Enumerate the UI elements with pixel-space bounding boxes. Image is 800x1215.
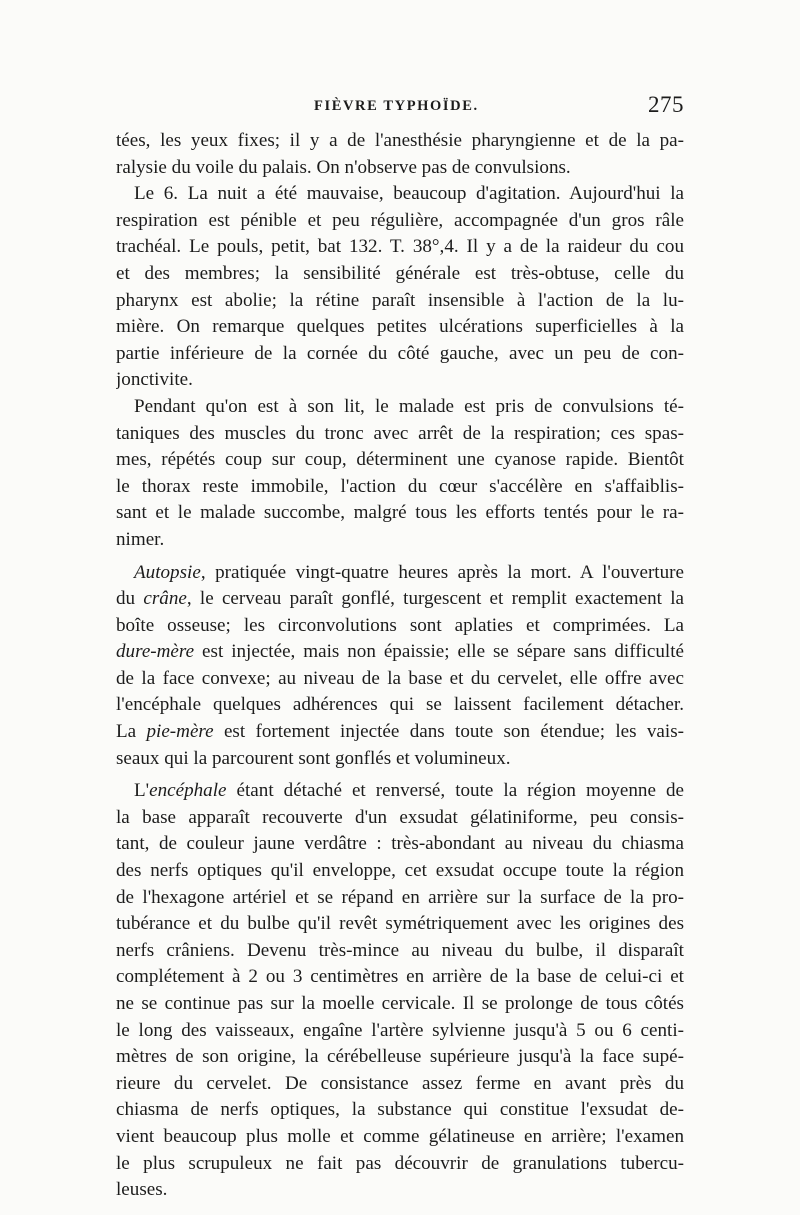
text-run: boîte osseuse; les circonvolutions sont aplaties et comprimées. La [116, 614, 684, 636]
text-run: du [116, 588, 144, 610]
text-run: est injectée, mais non épaissie; elle se sépare sans difficulté [194, 641, 684, 663]
text-run: nerfs crâniens. Devenu très-mince au niveau du bulbe, il disparaît [116, 939, 684, 961]
text-line [116, 527, 684, 554]
text-run: leuses. [116, 1179, 168, 1201]
text-line [116, 181, 684, 208]
text-line [116, 261, 684, 288]
text-line [116, 586, 684, 613]
text-line [116, 341, 684, 368]
text-run: , le cerveau paraît gonflé, turgescent et remplit exactement la [186, 588, 684, 610]
text-run: le plus scrupuleux ne fait pas découvrir de granulations tubercu- [116, 1152, 684, 1174]
text-run: rieure du cervelet. De consistance assez ferme en avant près du [116, 1072, 684, 1094]
text-line [116, 155, 684, 182]
text-run: partie inférieure de la cornée du côté gauche, avec un peu de con- [116, 342, 684, 364]
text-line [116, 778, 684, 805]
text-line [116, 1151, 684, 1178]
text-run: tubérance et du bulbe qu'il revêt symétriquement avec les origines des [116, 913, 684, 935]
text-line [116, 692, 684, 719]
text-line [116, 447, 684, 474]
text-line [116, 938, 684, 965]
text-run: tées, les yeux fixes; il y a de l'anesthésie pharyngienne et de la pa- [116, 130, 684, 151]
text-line [116, 1044, 684, 1071]
text-run: La [116, 721, 147, 743]
text-run: jonctivite. [116, 369, 193, 391]
text-line [116, 911, 684, 938]
text-run: taniques des muscles du tronc avec arrêt de la respiration; ces spas- [116, 422, 684, 444]
text-run: L' [134, 780, 150, 802]
text-line [116, 1018, 684, 1045]
page-header [116, 92, 684, 124]
text-line [116, 858, 684, 885]
text-line [116, 560, 684, 587]
text-line [116, 885, 684, 912]
italic-term: encéphale [149, 780, 227, 802]
text-run: vient beaucoup plus molle et comme gélatineuse en arrière; l'examen [116, 1125, 684, 1147]
text-run: mière. On remarque quelques petites ulcérations superficielles à la [116, 316, 684, 338]
text-run: ne se continue pas sur la moelle cervicale. Il se prolonge de tous côtés [116, 993, 684, 1014]
text-line [116, 1071, 684, 1098]
text-line [116, 746, 684, 773]
text-run: tant, de couleur jaune verdâtre : très-abondant au niveau du chiasma [116, 833, 684, 855]
text-run: le thorax reste immobile, l'action du cœur s'accélère en s'affaiblis- [116, 475, 684, 497]
italic-term: dure-mère [116, 641, 195, 663]
running-title: FIÈVRE TYPHOÏDE. [314, 98, 479, 114]
text-run: la base apparaît recouverte d'un exsudat gélatiniforme, peu consis- [116, 806, 684, 828]
text-run: étant détaché et renversé, toute la région moyenne de [226, 780, 684, 802]
text-run: des nerfs optiques qu'il enveloppe, cet exsudat occupe toute la région [116, 860, 684, 882]
text-run: , pratiquée vingt-quatre heures après la mort. A l'ouverture [200, 561, 684, 583]
text-run: le long des vaisseaux, engaîne l'artère sylvienne jusqu'à 5 ou 6 centi- [116, 1019, 684, 1041]
text-line [116, 805, 684, 832]
text-run: mètres de son origine, la cérébelleuse supérieure jusqu'à la face supé- [116, 1046, 684, 1068]
text-line [116, 991, 684, 1018]
italic-term: pie-mère [146, 721, 214, 743]
text-run: chiasma de nerfs optiques, la substance qui constitue l'exsudat de- [116, 1099, 684, 1121]
text-run: est fortement injectée dans toute son étendue; les vais- [213, 721, 684, 743]
text-run: ralysie du voile du palais. On n'observe pas de convulsions. [116, 156, 571, 178]
text-line [116, 474, 684, 501]
text-run: sant et le malade succombe, malgré tous les efforts tentés pour le ra- [116, 502, 684, 524]
text-run: de l'hexagone artériel et se répand en arrière sur la surface de la pro- [116, 886, 684, 908]
italic-term: crâne [143, 588, 187, 610]
text-line [116, 394, 684, 421]
text-line [116, 666, 684, 693]
text-run: nimer. [116, 528, 165, 550]
text-line [116, 208, 684, 235]
text-line [116, 367, 684, 394]
text-line [116, 288, 684, 315]
text-run: complétement à 2 ou 3 centimètres en arrière de la base de celui-ci et [116, 966, 684, 988]
text-line [116, 314, 684, 341]
text-run: respiration est pénible et peu régulière, accompagnée d'un gros râle [116, 209, 684, 231]
text-run: l'encéphale quelques adhérences qui se laissent facilement détacher. [116, 694, 684, 716]
text-line [116, 613, 684, 640]
text-line [116, 234, 684, 261]
text-line [116, 1177, 684, 1204]
text-run: trachéal. Le pouls, petit, bat 132. T. 38°,4. Il y a de la raideur du cou [116, 236, 684, 258]
text-line [116, 421, 684, 448]
text-line [116, 831, 684, 858]
text-run: mes, répétés coup sur coup, déterminent une cyanose rapide. Bientôt [116, 449, 684, 471]
text-line [116, 1124, 684, 1151]
text-run: de la face convexe; au niveau de la base et du cervelet, elle offre avec [116, 667, 684, 689]
text-run: seaux qui la parcourent sont gonflés et volumineux. [116, 747, 511, 769]
text-run: Le 6. La nuit a été mauvaise, beaucoup d'agitation. Aujourd'hui la [134, 183, 684, 205]
text-run: pharynx est abolie; la rétine paraît insensible à l'action de la lu- [116, 289, 684, 311]
text-run: Pendant qu'on est à son lit, le malade est pris de convulsions té- [134, 395, 684, 417]
text-line [116, 964, 684, 991]
text-run: et des membres; la sensibilité générale est très-obtuse, celle du [116, 262, 684, 284]
text-line [116, 639, 684, 666]
text-line [116, 719, 684, 746]
page-number: 275 [648, 92, 684, 117]
body-text [116, 128, 684, 1204]
text-line [116, 1097, 684, 1124]
text-line [116, 500, 684, 527]
italic-term: Autopsie [134, 561, 201, 583]
text-line [116, 128, 684, 155]
